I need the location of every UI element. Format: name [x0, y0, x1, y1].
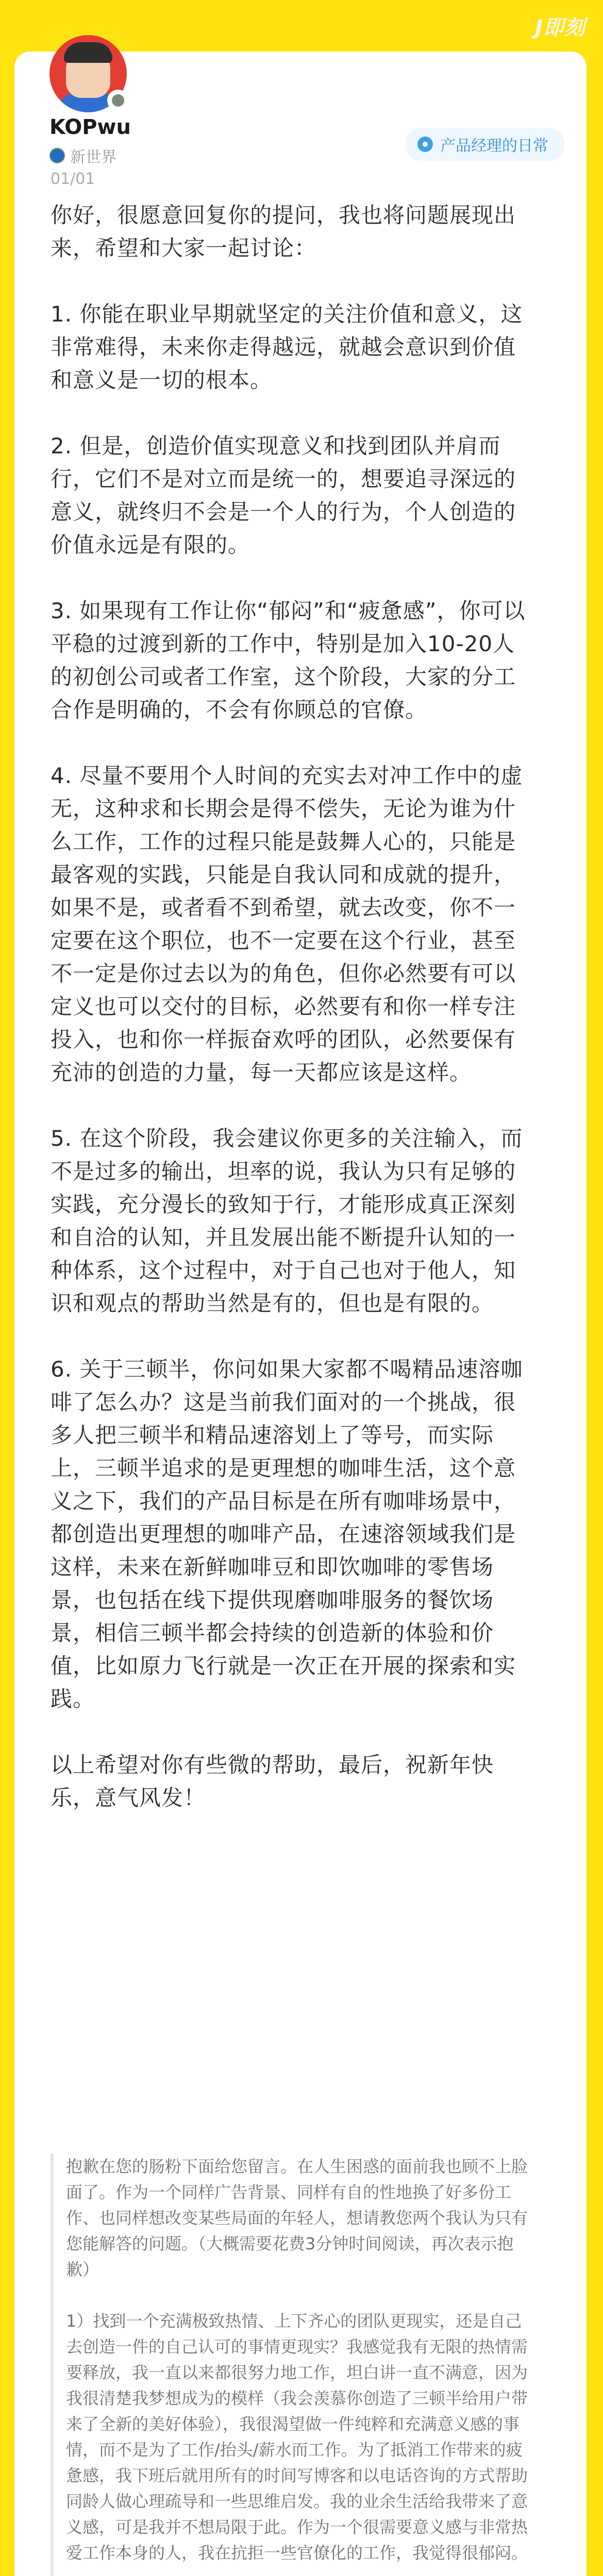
paragraph: 4. 尽量不要用个人时间的充实去对冲工作中的虚无，这种求和长期会是得不偿失，无论为谁为什么工作，工作的过程只能是鼓舞人心的，只能是最客观的实践，只能是自我认同和成就的提升，如果不是，或者看不到希望，就去改变，你不一定要在这个职位，也不一定要在这个行业，甚至不一定是你过去以为的角色，但你必然要有可以定义也可以交付的目标，必然要有和你一样专注投入，也和你一样振奋欢呼的团队，必然要保有充沛的创造的力量，每一天都应该是这样。	[51, 763, 523, 1085]
quoted-question	[51, 2154, 530, 2576]
paragraph: 5. 在这个阶段，我会建议你更多的关注输入，而不是过多的输出，坦率的说，我认为只有足够的实践，充分漫长的致知于行，才能形成真正深刻和自洽的认知，并且发展出能不断提升认知的一种体系，这个过程中，对于自己也对于他人，知识和观点的帮助当然是有的，但也是有限的。	[51, 1126, 523, 1316]
avatar-badge-icon	[107, 90, 129, 111]
quote-paragraph: 抱歉在您的肠粉下面给您留言。在人生困惑的面前我也顾不上脸面了。作为一个同样广告背景、同样有自的性地换了好多份工作、也同样想改变某些局面的年轻人，想请教您两个我认为只有您能解答的问题。（大概需要花费3分钟时间阅读，再次表示抱歉）	[66, 2157, 528, 2279]
paragraph: 6. 关于三顿半，你问如果大家都不喝精品速溶咖啡了怎么办？这是当前我们面对的一个挑战，很多人把三顿半和精品速溶划上了等号，而实际上，三顿半追求的是更理想的咖啡生活，这个意义之下，我们的产品目标是在所有咖啡场景中，都创造出更理想的咖啡产品，在速溶领域我们是这样，未来在新鲜咖啡豆和即饮咖啡的零售场景，也包括在线下提供现磨咖啡服务的餐饮场景，相信三顿半都会持续的创造新的体验和价值，比如原力飞行就是一次正在开展的探索和实践。	[51, 1357, 523, 1711]
brand-logo: J即刻	[535, 16, 585, 40]
globe-icon	[49, 148, 65, 163]
paragraph: 3. 如果现有工作让你“郁闷”和“疲惫感”，你可以平稳的过渡到新的工作中，特别是加入10-20人的初创公司或者工作室，这个阶段，大家的分工合作是明确的，不会有你顾总的官僚。	[51, 598, 526, 722]
topic-tag[interactable]	[405, 128, 565, 161]
paragraph: 2. 但是，创造价值实现意义和找到团队并肩而行，它们不是对立而是统一的，想要追寻深远的意义，就终归不会是一个人的行为，个人创造的价值永远是有限的。	[51, 433, 516, 557]
paragraph: 1. 你能在职业早期就坚定的关注价值和意义，这非常难得，未来你走得越远，就越会意识到价值和意义是一切的根本。	[51, 301, 523, 393]
post-date: 01/01	[51, 170, 95, 188]
quote-paragraph: 1）找到一个充满极致热情、上下齐心的团队更现实，还是自己去创造一件的自己认可的事情更现实？我感觉我有无限的热情需要释放，我一直以来都很努力地工作，坦白讲一直不满意，因为我很清楚我梦想成为的模样（我会羡慕你创造了三顿半给用户带来了全新的美好体验），我很渴望做一件纯粹和充满意义感的事情，而不是为了工作/抬头/薪水而工作。为了抵消工作带来的疲惫感，我下班后就用所有的时间写博客和以电话咨询的方式帮助同龄人做心理疏导和一些思维启发。我的业余生活给我带来了意义感，可是我并不想局限于此。作为一个很需要意义感与非常热爱工作本身的人，我在抗拒一些官僚化的工作，我觉得很郁闷。	[66, 2311, 528, 2563]
paragraph: 以上希望对你有些微的帮助，最后，祝新年快乐，意气风发！	[51, 1752, 494, 1810]
topic-icon	[417, 137, 433, 152]
post-header	[49, 52, 565, 175]
post-body	[51, 199, 530, 1848]
paragraph: 你好，很愿意回复你的提问，我也将问题展现出来，希望和大家一起讨论：	[51, 202, 516, 261]
world-label	[49, 144, 116, 167]
username[interactable]: KOPwu	[49, 115, 131, 139]
topic-label: 产品经理的日常	[440, 137, 548, 155]
world-text: 新世界	[70, 148, 116, 166]
avatar-hair	[64, 42, 112, 63]
